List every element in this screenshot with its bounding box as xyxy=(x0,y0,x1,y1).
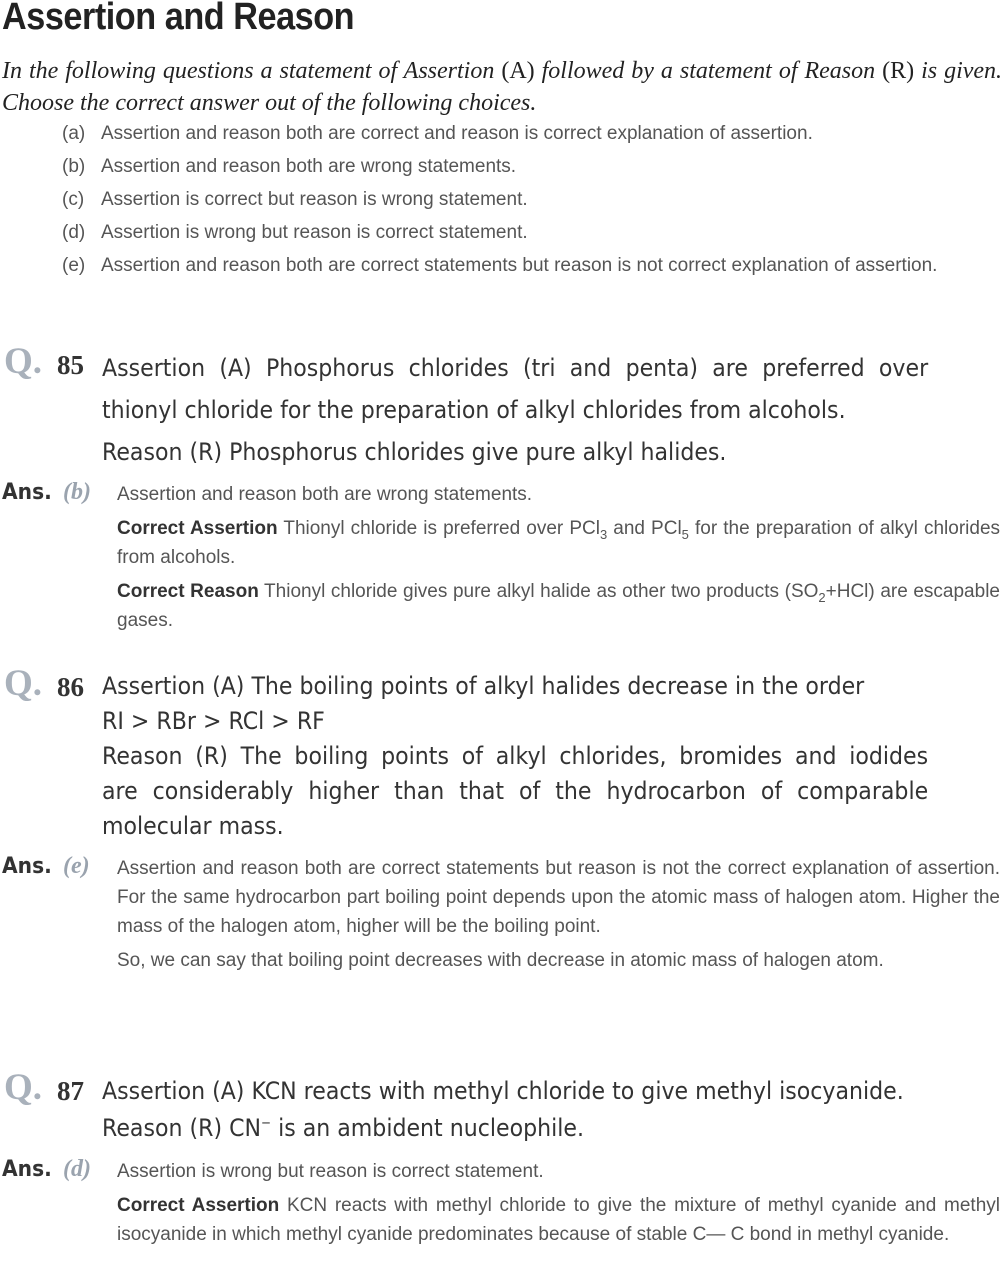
instructions-part1: In the following questions a statement of Assertion xyxy=(2,58,495,84)
question-number: 85 xyxy=(57,350,84,380)
answer-text: Assertion and reason both are wrong statements. xyxy=(117,484,533,505)
answer-body xyxy=(117,1157,1000,1254)
answer-code: (d) xyxy=(63,1156,91,1182)
answer-text-2: So, we can say that boiling point decreases with decrease in atomic mass of halogen atom. xyxy=(117,950,884,971)
option-text: Assertion and reason both are correct statements but reason is not correct explanation of assertion. xyxy=(101,255,938,276)
option-label: (e) xyxy=(62,255,86,276)
instructions-part2: followed by a statement of Reason xyxy=(541,58,876,84)
option-label: (b) xyxy=(62,156,86,177)
superscript: − xyxy=(261,1116,272,1131)
question-line: Assertion (A) Phosphorus chlorides (tri and penta) are preferred over xyxy=(102,354,929,382)
question-line: are considerably higher than that of the hydrocarbon of comparable xyxy=(102,777,929,805)
correct-reason-label: Correct Reason xyxy=(117,581,259,602)
question-line: Reason (R) The boiling points of alkyl chlorides, bromides and iodides xyxy=(102,742,929,770)
question-line-text: is an ambident nucleophile. xyxy=(271,1114,584,1142)
question-line: RI > RBr > RCl > RF xyxy=(102,707,325,735)
option-text: Assertion and reason both are correct and reason is correct explanation of assertion. xyxy=(101,123,813,144)
correct-reason-text: +HCl) are escapable gases. xyxy=(117,581,1000,631)
question-line: molecular mass. xyxy=(102,812,284,840)
option-label: (d) xyxy=(62,222,86,243)
answer-text: Assertion is wrong but reason is correct statement. xyxy=(117,1161,544,1182)
question-number: 87 xyxy=(57,1076,84,1106)
question-line: Assertion (A) The boiling points of alkyl halides decrease in the order xyxy=(102,672,865,700)
question-text xyxy=(102,347,928,473)
q-mark: Q. xyxy=(4,1067,43,1108)
answer-label: Ans. xyxy=(2,1157,52,1182)
correct-assertion-text: Thionyl chloride is preferred over PCl xyxy=(283,518,600,539)
question-line xyxy=(102,1110,928,1147)
answer-body xyxy=(117,854,1000,980)
question-line: Assertion (A) KCN reacts with methyl chloride to give methyl isocyanide. xyxy=(102,1077,904,1105)
option-c xyxy=(62,186,1002,214)
question-line-text: Reason (R) CN xyxy=(102,1114,262,1142)
answer-body xyxy=(117,480,1000,640)
question-line: thionyl chloride for the preparation of alkyl chlorides from alcohols. xyxy=(102,396,846,424)
subscript: 2 xyxy=(818,589,826,605)
option-text: Assertion and reason both are wrong statements. xyxy=(101,156,517,177)
correct-reason-text: Thionyl chloride gives pure alkyl halide as other two products (SO xyxy=(264,581,819,602)
correct-assertion xyxy=(117,514,1000,572)
option-text: Assertion is correct but reason is wrong statement. xyxy=(101,189,528,210)
answer-code: (e) xyxy=(63,853,90,879)
options-list xyxy=(62,120,1002,285)
correct-assertion-label: Correct Assertion xyxy=(117,518,278,539)
correct-assertion xyxy=(117,1191,1000,1249)
q-mark: Q. xyxy=(4,341,43,382)
answer-text: Assertion and reason both are correct statements but reason is not the correct explanation of assertion. For the same hydrocarbon part boiling point depends upon the atomic mass of halogen atom. Higher the mass of the halogen atom, higher will be the boiling point. xyxy=(117,858,1000,937)
option-label: (c) xyxy=(62,189,85,210)
instructions xyxy=(2,55,1002,119)
option-text: Assertion is wrong but reason is correct statement. xyxy=(101,222,528,243)
instructions-r-tag: (R) xyxy=(882,58,915,84)
option-label: (a) xyxy=(62,123,86,144)
answer-label: Ans. xyxy=(2,480,52,505)
subscript: 3 xyxy=(599,526,608,542)
page-title: Assertion and Reason xyxy=(2,0,355,38)
correct-assertion-text: KCN reacts with methyl chloride to give the mixture of methyl cyanide and methyl isocyanide in which methyl cyanide predominates because of stable C— C bond in methyl cyanide. xyxy=(117,1195,1000,1245)
q-mark: Q. xyxy=(4,663,43,704)
correct-reason xyxy=(117,577,1000,635)
option-e xyxy=(62,252,1002,280)
option-a xyxy=(62,120,1002,148)
question-text xyxy=(102,669,928,844)
instructions-a-tag: (A) xyxy=(501,58,535,84)
answer-code: (b) xyxy=(63,479,91,505)
question-line: Reason (R) Phosphorus chlorides give pure alkyl halides. xyxy=(102,438,727,466)
correct-assertion-text: for the preparation of alkyl chlorides from alcohols. xyxy=(117,518,1001,568)
subscript: 5 xyxy=(681,526,689,542)
instructions-part3: is given. Choose the correct answer out of the following choices. xyxy=(2,58,1003,116)
answer-label: Ans. xyxy=(2,854,52,879)
correct-assertion-text: and PCl xyxy=(613,518,682,539)
question-text xyxy=(102,1073,928,1147)
option-d xyxy=(62,219,1002,247)
question-number: 86 xyxy=(57,672,84,702)
correct-assertion-label: Correct Assertion xyxy=(117,1195,280,1216)
option-b xyxy=(62,153,1002,181)
